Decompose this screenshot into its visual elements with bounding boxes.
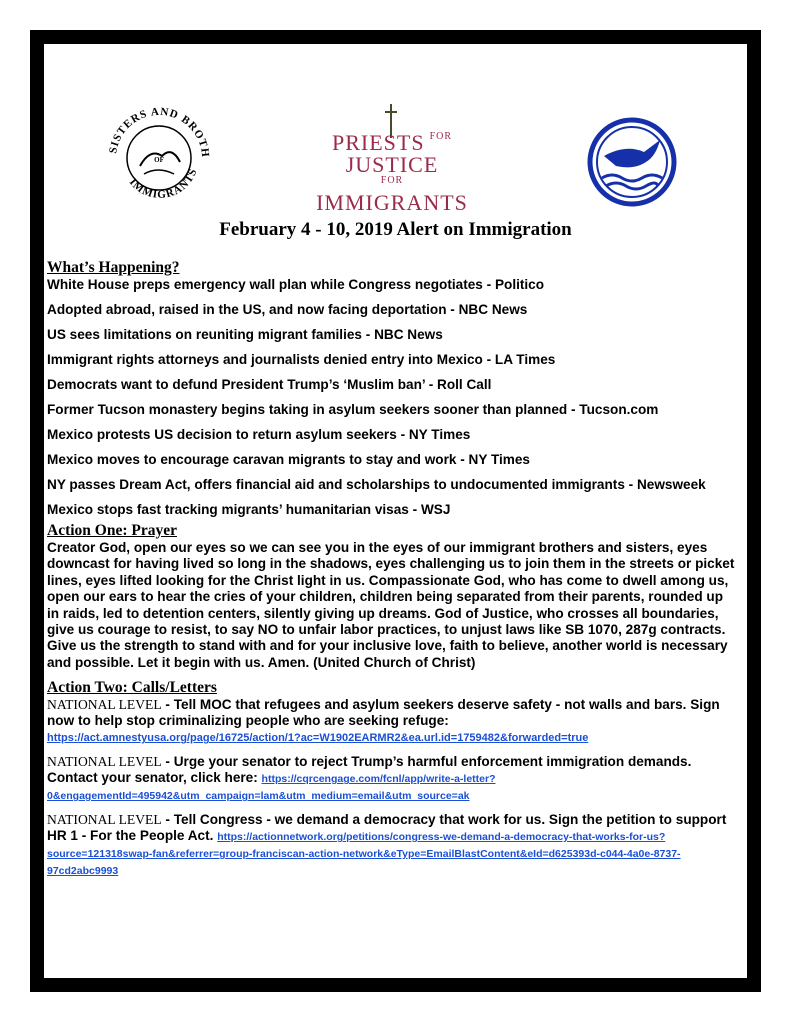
svg-text:IMMIGRANTS: IMMIGRANTS [126,166,200,202]
svg-text:OF: OF [154,156,164,164]
news-item: Immigrant rights attorneys and journalists denied entry into Mexico - LA Times [47,352,556,367]
amnesty-petition-link[interactable]: https://act.amnestyusa.org/page/16725/action/1?ac=W1902EARMR2&ea.url.id=1759482&forwarded=true [47,732,589,745]
dove-seal-logo [586,116,678,208]
news-item: Mexico stops fast tracking migrants’ humanitarian visas - WSJ [47,502,451,517]
news-item: Mexico moves to encourage caravan migrants to stay and work - NY Times [47,452,530,467]
action-one-heading: Action One: Prayer [47,522,177,539]
action-two-heading: Action Two: Calls/Letters [47,679,217,697]
news-item: NY passes Dream Act, offers financial aid and scholarships to undocumented immigrants - Newsweek [47,477,706,492]
action-level: NATIONAL LEVEL [47,697,162,713]
action-item [47,697,737,746]
logo-line1: PRIESTS [331,130,425,155]
action-level: NATIONAL LEVEL [47,754,162,770]
action-text: - Urge your senator to reject Trump’s harmful enforcement immigration demands. Contact your senator, click here: [47,754,692,786]
prayer-text: Creator God, open our eyes so we can see you in the eyes of our immigrant brothers and sisters, eyes downcast for having lived so long in the shadows, eyes challenging us to join them in the streets or picket lines, eyes lifted looking for the Christ light in us. Compassionate God, who has come to dwell among us, open our ears to hear the cries of your children, children being separated from their parents, rounded up in raids, led to detention centers, silently giving up dreams. God of Justice, who crosses all boundaries, give us courage to resist, to say NO to unfair labor practices, to unjust laws like SB 1070, 287g contracts. Give us the strength to stand with and for your inclusive love, faith to believe, another world is necessary and possible. Let it begin with us. Amen. (United Church of Christ) [47,540,735,670]
news-item: Mexico protests US decision to return asylum seekers - NY Times [47,427,471,442]
logo-for2: FOR [380,175,404,186]
news-item: White House preps emergency wall plan while Congress negotiates - Politico [47,277,545,292]
action-item [47,812,737,879]
fcnl-letter-link[interactable]: https://cqrcengage.com/fcnl/app/write-a-letter?0&engagementId=495942&utm_campaign=lam&utm_medium=email&utm_source=ak [47,773,496,803]
whats-happening-heading: What’s Happening? [47,259,180,276]
priests-for-justice-logo [312,104,472,215]
news-item: Democrats want to defund President Trump’s ‘Muslim ban’ - Roll Call [47,377,492,392]
action-network-petition-link[interactable]: https://actionnetwork.org/petitions/congress-we-demand-a-democracy-that-works-for-us?source=121318swap-fan&referrer=group-franciscan-action-network&eType=EmailBlastContent&eId=d625393d-c044-4a0e-8737-97cd2abc9993 [47,831,681,878]
action-text: - Tell Congress - we demand a democracy that work for us. Sign the petition to support HR 1 - For the People Act. [47,812,727,844]
alert-content [47,259,737,887]
svg-text:SISTERS AND BROTHERS: SISTERS AND BROTH [107,105,212,159]
alert-page [44,44,747,978]
logo-for1: FOR [429,131,453,142]
action-level: NATIONAL LEVEL [47,812,162,828]
news-item: Former Tucson monastery begins taking in asylum seekers sooner than planned - Tucson.com [47,402,659,417]
sisters-brothers-logo [100,96,218,214]
logo-row [44,96,747,236]
news-item: US sees limitations on reuniting migrant families - NBC News [47,327,443,342]
action-item [47,754,737,804]
news-list [47,277,737,518]
page-title: February 4 - 10, 2019 Alert on Immigration [219,219,572,240]
logo-line3: IMMIGRANTS [316,190,468,215]
news-item: Adopted abroad, raised in the US, and now facing deportation - NBC News [47,302,528,317]
logo-line2: JUSTICE [345,152,439,177]
action-text: - Tell MOC that refugees and asylum seekers deserve safety - not walls and bars. Sign now to help stop criminalizing people who are seeking refuge: [47,697,720,729]
